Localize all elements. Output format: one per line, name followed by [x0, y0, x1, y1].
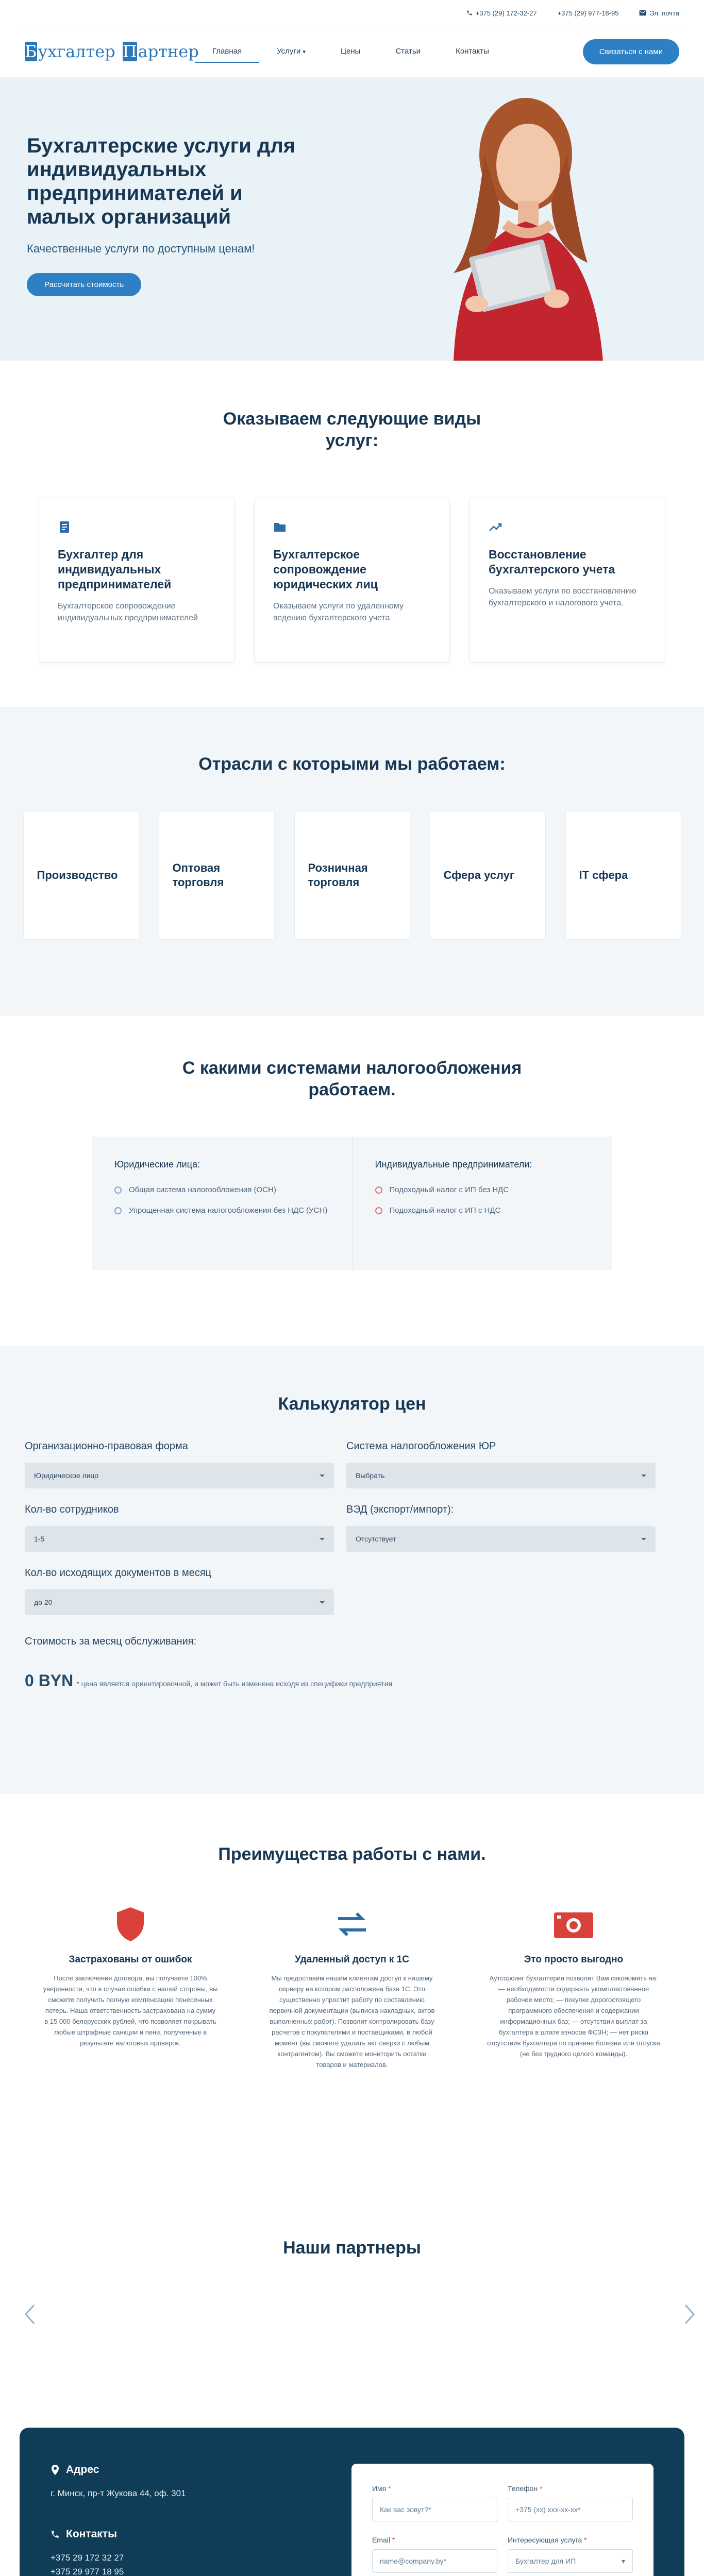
contact-us-button[interactable]: Связаться с нами [583, 39, 679, 64]
service-card-title: Бухгалтер для индивидуальных предпринимателей [58, 548, 172, 591]
ved-select[interactable] [346, 1526, 656, 1552]
header-phone-1-text: +375 (29) 172-32-27 [475, 9, 537, 17]
service-card[interactable] [470, 498, 665, 663]
nav-item-articles[interactable]: Статьи [395, 46, 421, 56]
industries-title: Отрасли с которыми мы работаем: [198, 754, 506, 774]
no-circle-icon [375, 1187, 382, 1194]
circle-icon [114, 1187, 122, 1194]
calculator-form [0, 1440, 704, 1615]
calculator-title: Калькулятор цен [278, 1394, 426, 1414]
industry-card: Оптовая торговля [159, 811, 275, 940]
org-form-label: Организационно-правовая форма [25, 1440, 188, 1452]
industries-section [0, 707, 704, 1016]
docs-label: Кол-во исходящих документов в месяц [25, 1567, 212, 1579]
address-text: г. Минск, пр-т Жукова 44, оф. 301 [51, 2488, 186, 2498]
org-form-value: Юридическое лицо [34, 1471, 99, 1480]
hero-section [0, 77, 704, 361]
industry-card: Производство [23, 811, 139, 940]
phone-input[interactable]: +375 (xx) xxx-xx-xx* [508, 2498, 633, 2521]
location-pin-icon [51, 2464, 60, 2476]
industry-card: Сфера услуг [430, 811, 546, 940]
industries-list [0, 811, 704, 940]
chevron-left-icon[interactable] [25, 2304, 35, 2325]
cost-label: Стоимость за месяц обслуживания: [25, 1636, 197, 1647]
services-title: Оказываем следующие виды услуг: [223, 409, 481, 450]
tax-item [114, 1205, 329, 1216]
service-card[interactable] [39, 498, 234, 663]
main-nav [195, 41, 507, 63]
money-icon [552, 1906, 595, 1942]
header-phone-2[interactable]: +375 (29) 977-18-95 [557, 9, 619, 17]
tax-ip-column [353, 1137, 613, 1270]
calculate-cost-button[interactable]: Рассчитать стоимость [27, 273, 141, 296]
service-label-text: Интересующая услуга [507, 2536, 582, 2544]
address-block [51, 2464, 316, 2500]
mail-icon [639, 10, 646, 16]
service-card-title: Бухгалтерское сопровождение юридических лиц [273, 548, 378, 591]
advantages-list [0, 1906, 704, 2070]
services-list [0, 498, 704, 663]
cost-output [0, 1671, 704, 1690]
folder-icon [273, 521, 287, 533]
advantage-title: Это просто выгодно [524, 1954, 624, 1965]
service-card-text: Бухгалтерское сопровождение индивидуальных предпринимателей [58, 602, 198, 622]
tax-item [375, 1184, 590, 1196]
partners-section [0, 2222, 704, 2428]
header-navbar [0, 26, 704, 77]
no-circle-icon [375, 1207, 382, 1214]
price-calculator-section [0, 1346, 704, 1794]
employees-field [25, 1504, 334, 1552]
advantages-title: Преимущества работы с нами. [218, 1844, 486, 1864]
phones-block [51, 2528, 316, 2576]
tax-system-value: Выбрать [356, 1471, 385, 1480]
tax-legal-title: Юридические лица: [114, 1159, 200, 1170]
logo-letter-1: Б [25, 42, 37, 61]
service-card-title: Восстановление бухгалтерского учета [489, 548, 615, 576]
partners-title: Наши партнеры [283, 2238, 421, 2258]
cost-value: 0 BYN [25, 1671, 74, 1690]
tax-system-field [346, 1440, 656, 1488]
service-field [508, 2536, 633, 2573]
transfer-arrows-icon [334, 1906, 370, 1942]
phone-label-text: Телефон [507, 2484, 538, 2493]
phone-label: Телефон * [507, 2484, 543, 2493]
nav-item-services[interactable] [259, 41, 323, 63]
docs-value: до 20 [34, 1598, 53, 1606]
ved-field [346, 1504, 656, 1552]
docs-select[interactable] [25, 1589, 334, 1615]
site-header [0, 0, 704, 77]
advantages-section [0, 1794, 704, 2222]
shield-icon [114, 1906, 147, 1942]
form-row [372, 2536, 633, 2573]
nav-item-services-label: Услуги [277, 46, 301, 56]
tax-systems-title: С какими системами налогообложения работаем. [182, 1058, 522, 1099]
chevron-down-icon: ▾ [303, 48, 306, 55]
services-section [0, 361, 704, 707]
tax-ip-title: Индивидуальные предприниматели: [375, 1159, 532, 1170]
cost-note: * цена является ориентировочной, и может быть изменена исходя из специфики предприятия [76, 1680, 393, 1688]
contact-info [51, 2464, 316, 2576]
org-form-field [25, 1440, 334, 1488]
nav-item-prices[interactable]: Цены [340, 46, 361, 56]
advantage-item [264, 1906, 440, 2070]
address-title: Адрес [66, 2464, 99, 2476]
form-row [372, 2484, 633, 2521]
advantage-item [486, 1906, 661, 2070]
advantage-text: Мы предоставим нашим клиентам доступ к нашему серверу на котором расположена база 1С. Это существенно упростит работу по составлению первичной документации (выписка накладных, актов выполненных работ). Позволит контролировать базу расчетов с покупателями и поставщиками, в любой момент (вы сможете удалить акт сверки с любым контрагентом). Вы сможете мониторить остатки товаров и материалов. [269, 1974, 435, 2069]
service-value: Бухгалтер для ИП [515, 2557, 576, 2565]
phones-title: Контакты [66, 2528, 118, 2540]
hero-text [27, 134, 315, 296]
advantage-title: Застрахованы от ошибок [69, 1954, 192, 1965]
logo-word-2: артнер [138, 42, 199, 61]
trend-up-icon [489, 521, 502, 533]
tax-item-text: Подоходный налог с ИП без НДС [389, 1185, 509, 1194]
name-label-text: Имя [372, 2484, 387, 2493]
phones-heading [51, 2528, 316, 2540]
document-icon [58, 521, 71, 533]
header-phone-1[interactable] [466, 9, 537, 17]
logo-letter-2: П [122, 42, 137, 61]
hero-subtitle: Качественные услуги по доступным ценам! [27, 242, 255, 255]
nav-item-contacts[interactable]: Контакты [456, 46, 489, 56]
service-card-text: Оказываем услуги по удаленному ведению бухгалтерского учета [273, 602, 404, 622]
tax-item [114, 1184, 329, 1196]
name-input[interactable]: Как вас зовут?* [372, 2498, 497, 2521]
chevron-down-icon: ▾ [621, 2556, 625, 2565]
contact-form [351, 2464, 653, 2576]
ved-label: ВЭД (экспорт/импорт): [346, 1504, 454, 1515]
industry-card: IT сфера [565, 811, 681, 940]
employees-select[interactable] [25, 1526, 334, 1552]
phone-icon [51, 2530, 60, 2539]
tax-system-label: Система налогообложения ЮР [346, 1440, 496, 1452]
tax-legal-column [92, 1137, 353, 1270]
email-field [372, 2536, 497, 2573]
tax-item [375, 1205, 590, 1216]
tax-item-text: Общая система налогообложения (ОСН) [129, 1185, 276, 1194]
service-card-text: Оказываем услуги по восстановлению бухгалтерского и налогового учета. [489, 587, 636, 607]
hero-title: Бухгалтерские услуги для индивидуальных предпринимателей и малых организаций [27, 134, 296, 228]
employees-value: 1-5 [34, 1535, 45, 1543]
email-input[interactable]: name@company.by* [372, 2549, 497, 2573]
industry-card: Розничная торговля [294, 811, 410, 940]
nav-item-home[interactable]: Главная [195, 41, 259, 63]
phone-field [508, 2484, 633, 2521]
hero-woman-with-tablet-image [397, 77, 639, 361]
chevron-right-icon[interactable] [684, 2304, 695, 2325]
header-email[interactable] [639, 9, 679, 17]
email-label: Email * [372, 2536, 395, 2544]
employees-label: Кол-во сотрудников [25, 1504, 119, 1515]
contacts-section [0, 2428, 704, 2576]
tax-item-text: Подоходный налог с ИП с НДС [389, 1206, 501, 1215]
tax-system-select[interactable] [346, 1463, 656, 1488]
logo-word-1: ухгалтер [38, 42, 115, 61]
tax-systems-box [92, 1137, 612, 1270]
header-email-text: Эл. почта [649, 9, 679, 17]
tax-systems-section [0, 1016, 704, 1346]
header-topbar [0, 0, 704, 26]
advantage-text: Аутсорсинг бухгалтерии позволит Вам сэкономить на: — необходимости содержать укомплектованное рабочее место; — покупке дорогостоящего программного обеспечения и содержании информационных баз; — отсутствии выплат за бухгалтера в штате взносов ФСЗН; — нет риска отсутствия бухгалтера по причине болезни или отпуска (не без трудного целого команды). [487, 1974, 660, 2058]
contacts-block [20, 2428, 684, 2576]
advantage-item [43, 1906, 218, 2070]
phone-icon [466, 10, 473, 16]
tax-item-text: Упрощенная система налогообложения без НДС (УСН) [129, 1206, 328, 1215]
name-field [372, 2484, 497, 2521]
service-select[interactable] [508, 2549, 633, 2573]
contact-phone-2[interactable]: +375 29 977 18 95 [51, 2567, 124, 2576]
advantage-title: Удаленный доступ к 1С [295, 1954, 409, 1965]
advantage-text: После заключения договора, вы получаете 100% уверенности, что в случае ошибки с нашей стороны, вы сможете получить полную компенсацию понесенных потерь. Наша ответственность застрахована на сумму в 15 000 белорусских рублей, что позволяет покрывать любые штрафные санкции и пени, полученные в результате налоговых проверок. [43, 1974, 218, 2047]
docs-field [25, 1567, 334, 1615]
email-label-text: Email [372, 2536, 390, 2544]
name-label: Имя * [372, 2484, 391, 2493]
service-label: Интересующая услуга * [507, 2536, 587, 2544]
site-logo[interactable] [25, 42, 199, 61]
contact-phone-1[interactable]: +375 29 172 32 27 [51, 2553, 124, 2563]
circle-icon [114, 1207, 122, 1214]
org-form-select[interactable] [25, 1463, 334, 1488]
service-card[interactable] [254, 498, 450, 663]
ved-value: Отсутствует [356, 1535, 396, 1543]
address-heading [51, 2464, 316, 2476]
